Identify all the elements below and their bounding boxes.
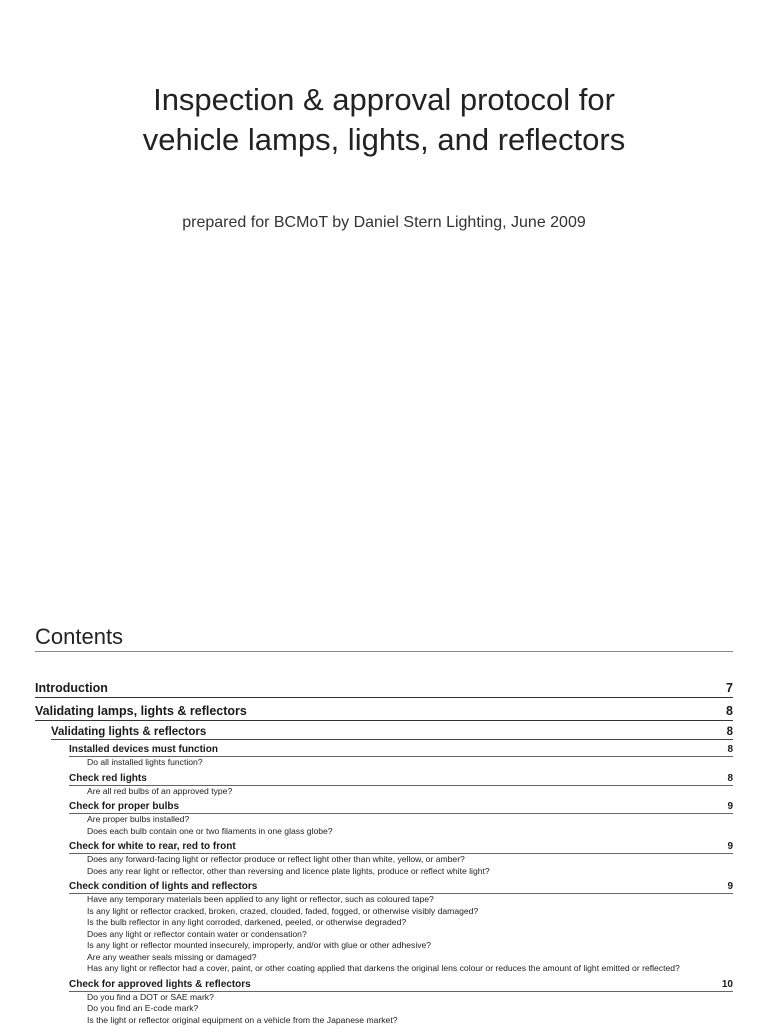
toc-question[interactable]: Are all red bulbs of an approved type? xyxy=(87,786,733,798)
toc-question[interactable]: Does any rear light or reflector, other than reversing and licence plate lights, produce or reflect white light? xyxy=(87,866,733,878)
toc-question[interactable]: Is any light or reflector cracked, broken, crazed, clouded, faded, fogged, or otherwise visibly damaged? xyxy=(87,906,733,918)
toc-section-check-proper-bulbs[interactable] xyxy=(69,797,733,814)
toc-entry-page: 7 xyxy=(726,681,733,695)
toc-question[interactable]: Is any light or reflector mounted insecurely, improperly, and/or with glue or other adhesive? xyxy=(87,940,733,952)
toc-question[interactable]: Has any light or reflector had a cover, paint, or other coating applied that darkens the original lens colour or reduces the amount of light emitted or reflected? xyxy=(87,963,733,975)
toc-entry-page: 9 xyxy=(727,881,733,892)
toc-entry-label: Validating lamps, lights & reflectors xyxy=(35,704,247,718)
toc-section-check-condition[interactable] xyxy=(69,877,733,894)
toc-question[interactable]: Is the light or reflector original equipment on a vehicle from the Japanese market? xyxy=(87,1015,733,1026)
toc-entry-page: 8 xyxy=(726,704,733,718)
toc-entry-page: 9 xyxy=(727,801,733,812)
toc-entry-validating-lights[interactable] xyxy=(51,722,733,740)
toc-entry-label: Check condition of lights and reflectors xyxy=(69,881,257,892)
toc-question[interactable]: Is the bulb reflector in any light corroded, darkened, peeled, or otherwise degraded? xyxy=(87,917,733,929)
contents-heading: Contents xyxy=(35,624,123,650)
toc-question[interactable]: Have any temporary materials been applied to any light or reflector, such as coloured tape? xyxy=(87,894,733,906)
toc-entry-label: Introduction xyxy=(35,681,108,695)
toc-question[interactable]: Does each bulb contain one or two filaments in one glass globe? xyxy=(87,826,733,838)
toc-entry-label: Installed devices must function xyxy=(69,744,218,755)
toc-entry-introduction[interactable] xyxy=(35,676,733,698)
document-title xyxy=(0,80,768,160)
toc-question[interactable]: Do you find a DOT or SAE mark? xyxy=(87,992,733,1004)
toc-entry-page: 8 xyxy=(727,744,733,755)
toc-section-installed-devices[interactable] xyxy=(69,740,733,757)
contents-divider xyxy=(35,651,733,652)
title-line-1: Inspection & approval protocol for xyxy=(0,80,768,120)
toc-question[interactable]: Are any weather seals missing or damaged? xyxy=(87,952,733,964)
toc-question[interactable]: Does any light or reflector contain water or condensation? xyxy=(87,929,733,941)
toc-entry-label: Check for white to rear, red to front xyxy=(69,841,236,852)
toc-section-check-red-lights[interactable] xyxy=(69,769,733,786)
toc-section-white-to-rear[interactable] xyxy=(69,837,733,854)
toc-question[interactable]: Does any forward-facing light or reflector produce or reflect light other than white, yellow, or amber? xyxy=(87,854,733,866)
title-line-2: vehicle lamps, lights, and reflectors xyxy=(0,120,768,160)
toc-question[interactable]: Are proper bulbs installed? xyxy=(87,814,733,826)
toc-entry-page: 10 xyxy=(722,979,733,990)
toc-section-approved-lights[interactable] xyxy=(69,975,733,992)
toc-entry-label: Check for approved lights & reflectors xyxy=(69,979,251,990)
toc-question[interactable]: Do you find an E-code mark? xyxy=(87,1003,733,1015)
toc-entry-label: Check red lights xyxy=(69,773,147,784)
document-subtitle: prepared for BCMoT by Daniel Stern Lighting, June 2009 xyxy=(0,214,768,232)
toc-question[interactable]: Do all installed lights function? xyxy=(87,757,733,769)
toc-entry-page: 9 xyxy=(727,841,733,852)
toc-entry-label: Check for proper bulbs xyxy=(69,801,179,812)
toc-entry-label: Validating lights & reflectors xyxy=(51,726,206,738)
table-of-contents xyxy=(35,676,733,1026)
toc-entry-validating-lamps[interactable] xyxy=(35,699,733,721)
toc-entry-page: 8 xyxy=(727,726,733,738)
toc-entry-page: 8 xyxy=(727,773,733,784)
